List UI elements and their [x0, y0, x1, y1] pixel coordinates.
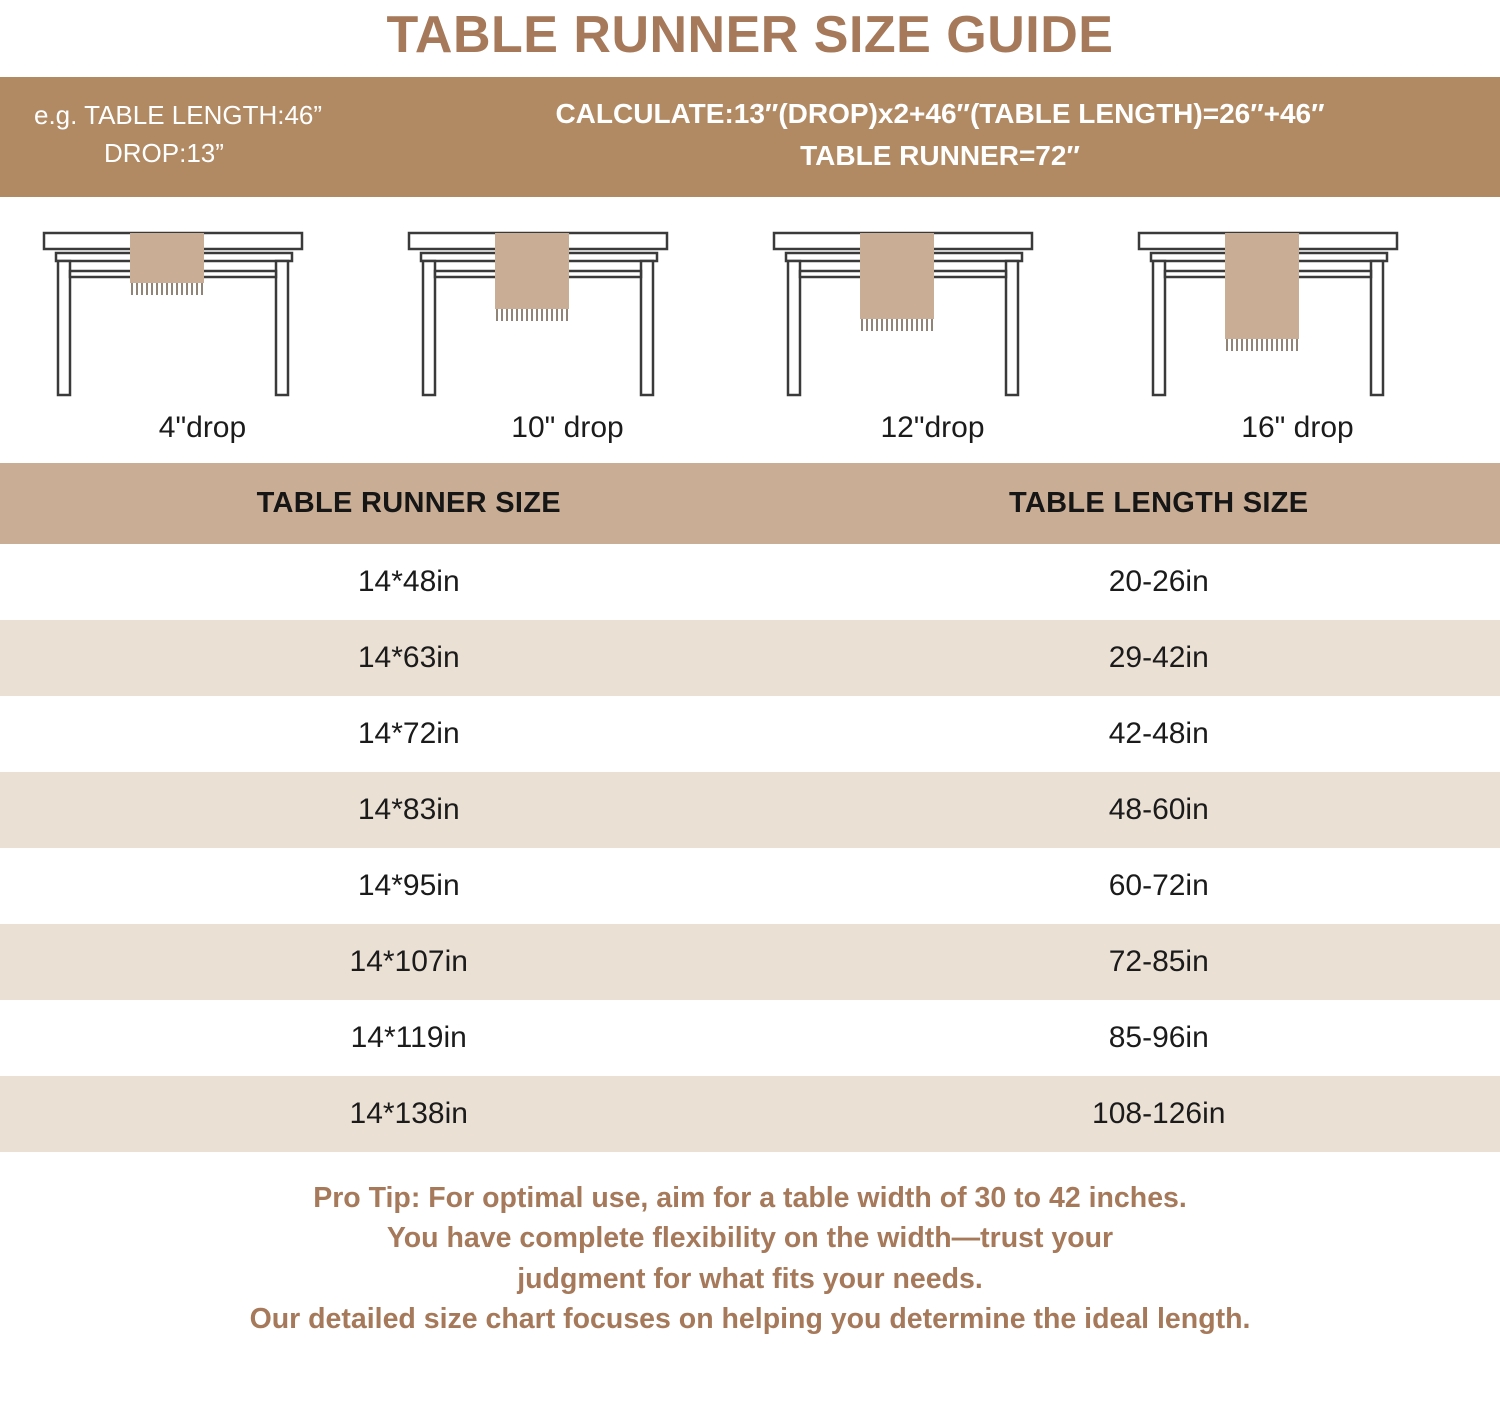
formula-calc-line2: TABLE RUNNER=72″ [800, 139, 1080, 171]
table-row [0, 696, 1500, 772]
table-drawing-3 [768, 219, 1098, 409]
table-row [0, 620, 1500, 696]
runner-shape-2 [495, 233, 569, 321]
cell-runner-size: 14*138in [0, 1076, 818, 1152]
table-drawing-4 [1133, 219, 1463, 409]
formula-example-line1: e.g. TABLE LENGTH:46” [34, 99, 323, 130]
table-row [0, 1076, 1500, 1152]
page-title: TABLE RUNNER SIZE GUIDE [386, 6, 1114, 64]
column-header-table-length: TABLE LENGTH SIZE [818, 463, 1500, 544]
table-header-row [0, 463, 1500, 544]
runner-shape-4 [1225, 233, 1299, 351]
pro-tip-line-1: Pro Tip: For optimal use, aim for a table width of 30 to 42 inches. [313, 1181, 1187, 1214]
formula-example [20, 97, 420, 172]
formula-band [0, 77, 1500, 197]
table-drawing-1 [38, 219, 368, 409]
cell-runner-size: 14*63in [0, 620, 818, 696]
table-figure-icon [1133, 219, 1463, 409]
cell-table-length: 108-126in [818, 1076, 1500, 1152]
table-figure-icon [403, 219, 733, 409]
drop-illustration-1 [38, 219, 368, 445]
table-row [0, 848, 1500, 924]
column-header-runner-size: TABLE RUNNER SIZE [0, 463, 818, 544]
formula-calculation [420, 93, 1480, 177]
cell-runner-size: 14*119in [0, 1000, 818, 1076]
table-drawing-2 [403, 219, 733, 409]
drop-label-4: 16" drop [1241, 410, 1354, 444]
cell-table-length: 42-48in [818, 696, 1500, 772]
cell-table-length: 29-42in [818, 620, 1500, 696]
cell-runner-size: 14*72in [0, 696, 818, 772]
formula-calc-line1: CALCULATE:13″(DROP)x2+46″(TABLE LENGTH)=26″+46″ [555, 97, 1325, 129]
pro-tip-line-4: Our detailed size chart focuses on helping you determine the ideal length. [249, 1303, 1251, 1335]
cell-table-length: 85-96in [818, 1000, 1500, 1076]
table-row [0, 772, 1500, 848]
cell-runner-size: 14*48in [0, 544, 818, 620]
runner-shape-1 [130, 233, 204, 295]
drop-label-2: 10" drop [511, 410, 624, 444]
cell-table-length: 48-60in [818, 772, 1500, 848]
drop-label-1: 4"drop [158, 410, 247, 444]
cell-table-length: 20-26in [818, 544, 1500, 620]
formula-example-line2: DROP:13” [104, 137, 224, 168]
cell-runner-size: 14*107in [0, 924, 818, 1000]
pro-tip-line-2: You have complete flexibility on the width—trust your [386, 1222, 1114, 1255]
table-row [0, 544, 1500, 620]
cell-runner-size: 14*83in [0, 772, 818, 848]
cell-runner-size: 14*95in [0, 848, 818, 924]
pro-tip-note [0, 1152, 1500, 1350]
table-row [0, 1000, 1500, 1076]
drop-label-3: 12"drop [880, 410, 985, 444]
drop-illustration-3 [768, 219, 1098, 445]
table-figure-icon [38, 219, 368, 409]
cell-table-length: 72-85in [818, 924, 1500, 1000]
drop-illustration-2 [403, 219, 733, 445]
size-chart-table [0, 463, 1500, 1152]
drop-illustration-4 [1133, 219, 1463, 445]
runner-shape-3 [860, 233, 934, 331]
pro-tip-line-3: judgment for what fits your needs. [517, 1262, 983, 1295]
table-row [0, 924, 1500, 1000]
drop-illustrations [0, 197, 1500, 455]
cell-table-length: 60-72in [818, 848, 1500, 924]
table-figure-icon [768, 219, 1098, 409]
